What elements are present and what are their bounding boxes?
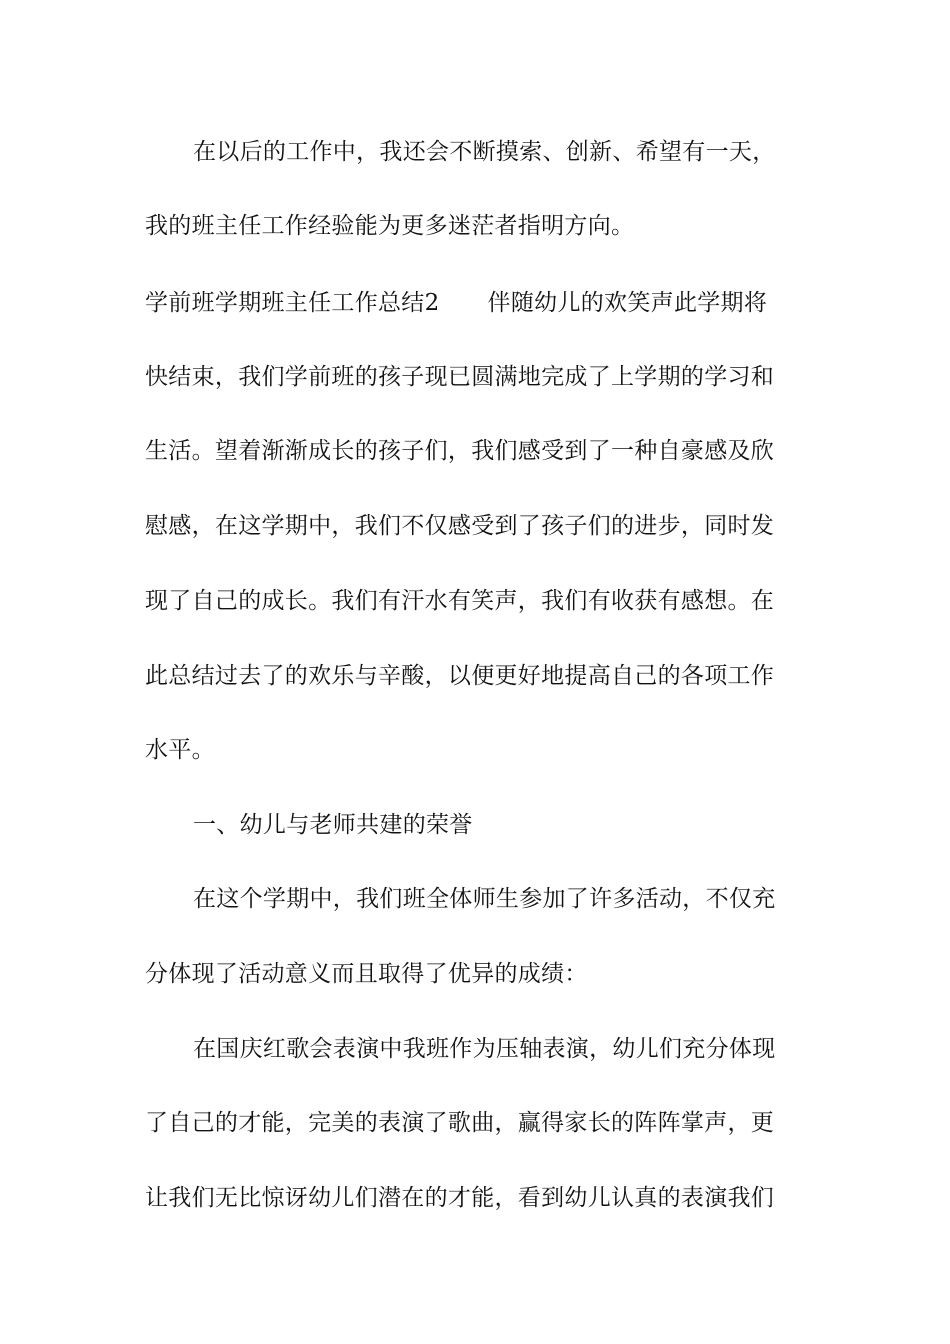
paragraph-line: 在以后的工作中，我还会不断摸索、创新、希望有一天， xyxy=(193,139,776,165)
paragraph-line: 在这个学期中，我们班全体师生参加了许多活动，不仅充 xyxy=(193,886,776,912)
paragraph-line: 快结束，我们学前班的孩子现已圆满地完成了上学期的学习和 xyxy=(145,364,775,390)
paragraph-line: 了自己的才能，完美的表演了歌曲，赢得家长的阵阵掌声，更 xyxy=(145,1110,775,1136)
section-heading: 一、幼儿与老师共建的荣誉 xyxy=(193,812,473,838)
paragraph-line: 让我们无比惊讶幼儿们潜在的才能，看到幼儿认真的表演我们 xyxy=(145,1185,775,1211)
paragraph-line: 在国庆红歌会表演中我班作为压轴表演，幼儿们充分体现 xyxy=(193,1036,776,1062)
paragraph-line: 我的班主任工作经验能为更多迷茫者指明方向。 xyxy=(145,213,635,239)
paragraph-line: 水平。 xyxy=(145,737,215,763)
title-line xyxy=(145,288,810,318)
section-title: 学前班学期班主任工作总结2 xyxy=(145,290,440,316)
paragraph-line: 现了自己的成长。我们有汗水有笑声，我们有收获有感想。在 xyxy=(145,588,775,614)
paragraph-text: 伴随幼儿的欢笑声此学期将 xyxy=(487,290,768,316)
paragraph-line: 分体现了活动意义而且取得了优异的成绩： xyxy=(145,961,588,987)
paragraph-line: 此总结过去了的欢乐与辛酸，以便更好地提高自己的各项工作 xyxy=(145,663,775,689)
paragraph-line: 生活。望着渐渐成长的孩子们，我们感受到了一种自豪感及欣 xyxy=(145,438,775,464)
paragraph-line: 慰感，在这学期中，我们不仅感受到了孩子们的进步，同时发 xyxy=(145,513,775,539)
